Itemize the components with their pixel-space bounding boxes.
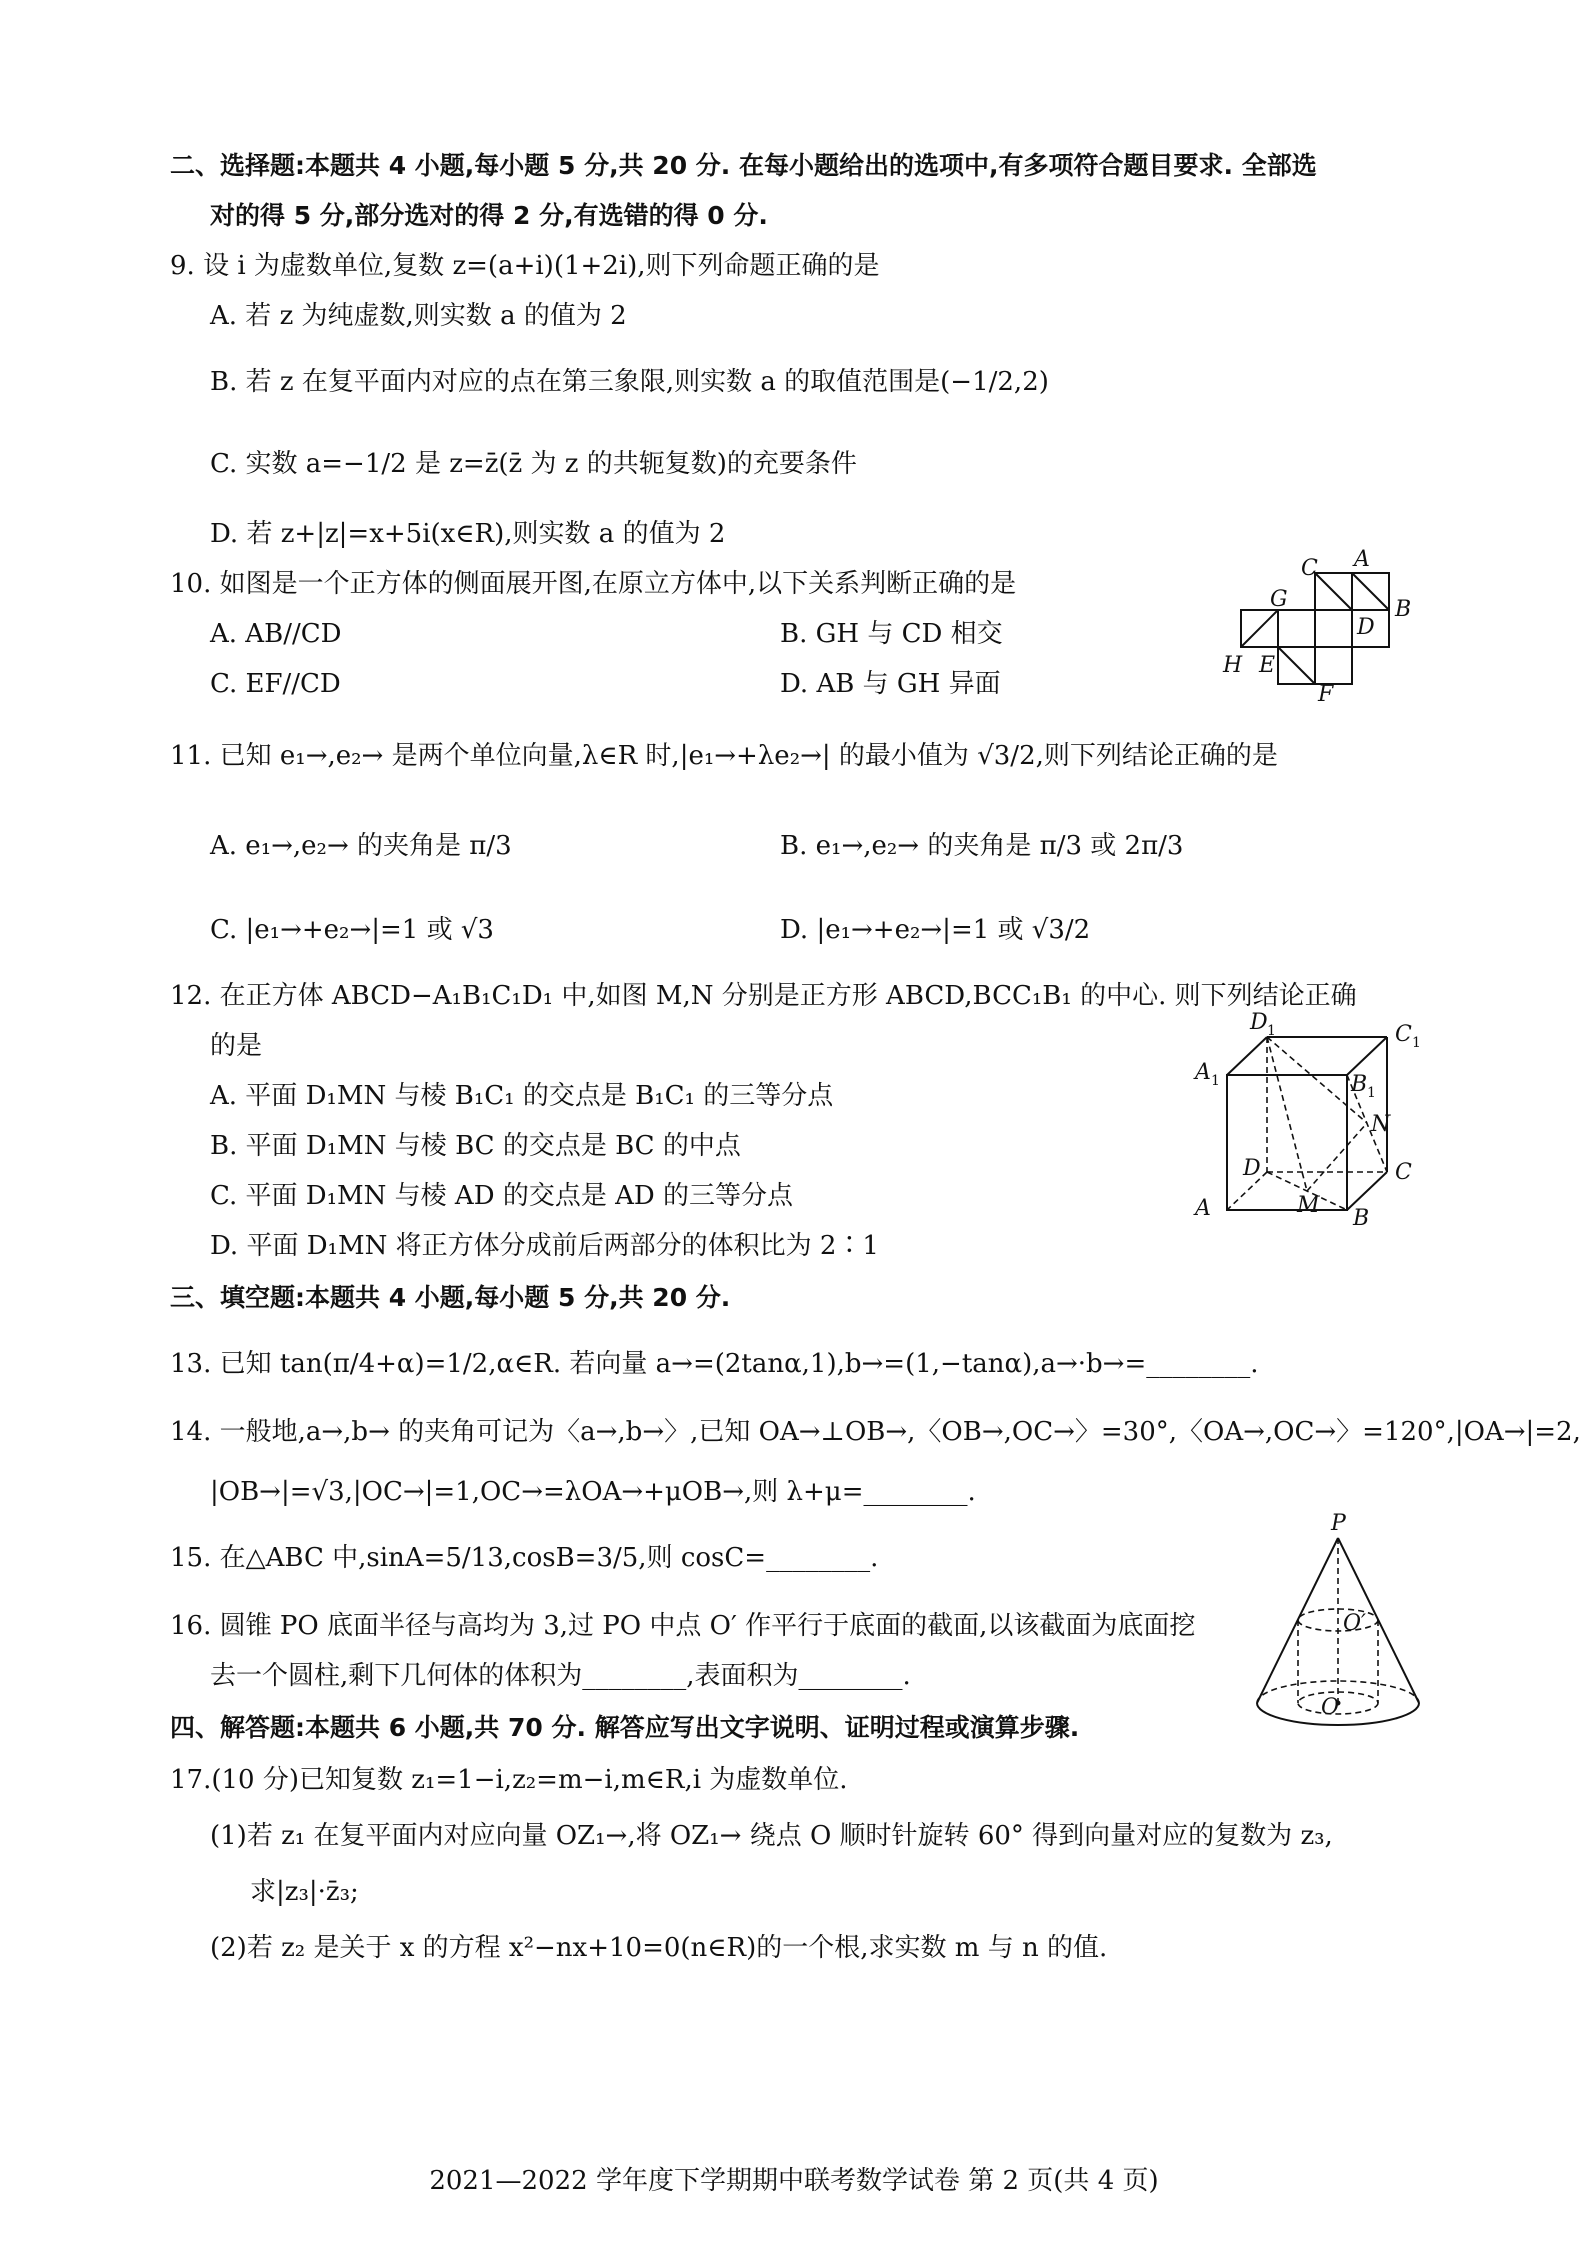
q9-stem: 9. 设 i 为虚数单位,复数 z=(a+i)(1+2i),则下列命题正确的是: [170, 251, 880, 281]
cube-label-c: C: [1395, 1160, 1412, 1185]
section-2-title-line1: 二、选择题:本题共 4 小题,每小题 5 分,共 20 分. 在每小题给出的选项中,有多项符合题目要求. 全部选: [170, 151, 1317, 180]
q11-option-c: C. |e₁→+e₂→|=1 或 √3: [210, 915, 494, 945]
cube-svg: [1185, 1010, 1435, 1235]
cube-net-label-a: A: [1354, 547, 1370, 572]
cube-net-label-g: G: [1270, 587, 1288, 612]
q15-text: 15. 在△ABC 中,sinA=5/13,cosB=3/5,则 cosC=________.: [170, 1543, 879, 1573]
section-2-title-line2: 对的得 5 分,部分选对的得 2 分,有选错的得 0 分.: [210, 201, 768, 230]
cube-net-label-b: B: [1395, 597, 1412, 622]
cube-net-label-e: E: [1259, 653, 1276, 678]
cube-net-label-d: D: [1357, 615, 1375, 640]
q16-line2: 去一个圆柱,剩下几何体的体积为________,表面积为________.: [210, 1661, 911, 1691]
cube-net-figure: [1215, 548, 1435, 708]
cube-label-a1: A: [1195, 1060, 1211, 1085]
q12-option-b: B. 平面 D₁MN 与棱 BC 的交点是 BC 的中点: [210, 1131, 741, 1161]
q9-option-a: A. 若 z 为纯虚数,则实数 a 的值为 2: [210, 301, 627, 331]
cube-label-c1-sub: 1: [1412, 1035, 1421, 1051]
q9-option-d: D. 若 z+|z|=x+5i(x∈R),则实数 a 的值为 2: [210, 519, 726, 549]
q9-option-b: B. 若 z 在复平面内对应的点在第三象限,则实数 a 的取值范围是(−1/2,2): [210, 367, 1049, 397]
cone-label-o: O: [1321, 1695, 1340, 1720]
cube-label-b: B: [1353, 1206, 1370, 1231]
q12-option-d: D. 平面 D₁MN 将正方体分成前后两部分的体积比为 2∶1: [210, 1231, 879, 1261]
q12-option-a: A. 平面 D₁MN 与棱 B₁C₁ 的交点是 B₁C₁ 的三等分点: [210, 1081, 834, 1111]
q17-part1-line1: (1)若 z₁ 在复平面内对应向量 OZ₁→,将 OZ₁→ 绕点 O 顺时针旋转 60° 得到向量对应的复数为 z₃,: [210, 1821, 1333, 1851]
q10-stem: 10. 如图是一个正方体的侧面展开图,在原立方体中,以下关系判断正确的是: [170, 569, 1017, 599]
cube-label-n: N: [1371, 1112, 1391, 1137]
cone-svg: [1235, 1510, 1445, 1740]
section-4-title: 四、解答题:本题共 6 小题,共 70 分. 解答应写出文字说明、证明过程或演算步骤.: [170, 1713, 1080, 1742]
cube-net-svg: [1215, 548, 1435, 708]
section-3-title: 三、填空题:本题共 4 小题,每小题 5 分,共 20 分.: [170, 1283, 731, 1312]
cube-label-a1-sub: 1: [1211, 1073, 1220, 1089]
q11-option-a: A. e₁→,e₂→ 的夹角是 π/3: [210, 831, 512, 861]
cube-figure: [1185, 1010, 1435, 1235]
cube-label-d1: D: [1250, 1010, 1268, 1035]
q10-option-d: D. AB 与 GH 异面: [780, 669, 1001, 699]
cube-label-m: M: [1297, 1193, 1320, 1218]
cube-label-b1: B: [1351, 1072, 1368, 1097]
q14-line2: |OB→|=√3,|OC→|=1,OC→=λOA→+μOB→,则 λ+μ=________.: [210, 1477, 976, 1507]
cone-label-o-prime: O′: [1343, 1611, 1367, 1636]
q9-option-c: C. 实数 a=−1/2 是 z=z̄(z̄ 为 z 的共轭复数)的充要条件: [210, 449, 857, 479]
cube-label-d1-sub: 1: [1267, 1023, 1276, 1039]
q11-option-b: B. e₁→,e₂→ 的夹角是 π/3 或 2π/3: [780, 831, 1184, 861]
q10-option-a: A. AB//CD: [210, 619, 342, 649]
q17-part1-line2: 求|z₃|·z̄₃;: [250, 1877, 359, 1907]
q10-option-c: C. EF//CD: [210, 669, 341, 699]
q10-option-b: B. GH 与 CD 相交: [780, 619, 1003, 649]
q14-line1: 14. 一般地,a→,b→ 的夹角可记为〈a→,b→〉,已知 OA→⊥OB→,〈OB→,OC→〉=30°,〈OA→,OC→〉=120°,|OA→|=2,: [170, 1417, 1581, 1447]
q12-stem-line2: 的是: [210, 1031, 263, 1061]
cube-label-d: D: [1243, 1156, 1261, 1181]
q12-option-c: C. 平面 D₁MN 与棱 AD 的交点是 AD 的三等分点: [210, 1181, 793, 1211]
q17-part2: (2)若 z₂ 是关于 x 的方程 x²−nx+10=0(n∈R)的一个根,求实数 m 与 n 的值.: [210, 1933, 1108, 1963]
q11-option-d: D. |e₁→+e₂→|=1 或 √3/2: [780, 915, 1091, 945]
cube-net-label-f: F: [1318, 682, 1334, 707]
q11-stem: 11. 已知 e₁→,e₂→ 是两个单位向量,λ∈R 时,|e₁→+λe₂→| 的最小值为 √3/2,则下列结论正确的是: [170, 741, 1278, 771]
cone-figure: [1235, 1510, 1445, 1740]
q12-stem-line1: 12. 在正方体 ABCD−A₁B₁C₁D₁ 中,如图 M,N 分别是正方形 ABCD,BCC₁B₁ 的中心. 则下列结论正确: [170, 981, 1357, 1011]
cube-label-a: A: [1195, 1196, 1211, 1221]
cube-net-label-h: H: [1223, 653, 1243, 678]
cube-label-b1-sub: 1: [1367, 1085, 1376, 1101]
cube-net-label-c: C: [1301, 556, 1318, 581]
q16-line1: 16. 圆锥 PO 底面半径与高均为 3,过 PO 中点 O′ 作平行于底面的截面,以该截面为底面挖: [170, 1611, 1196, 1641]
cone-label-p: P: [1331, 1511, 1346, 1536]
q13-text: 13. 已知 tan(π/4+α)=1/2,α∈R. 若向量 a→=(2tanα,1),b→=(1,−tanα),a→·b→=________.: [170, 1349, 1259, 1379]
cube-label-c1: C: [1395, 1022, 1412, 1047]
page-footer: 2021—2022 学年度下学期期中联考数学试卷 第 2 页(共 4 页): [429, 2166, 1159, 2196]
q17-stem: 17.(10 分)已知复数 z₁=1−i,z₂=m−i,m∈R,i 为虚数单位.: [170, 1765, 848, 1795]
